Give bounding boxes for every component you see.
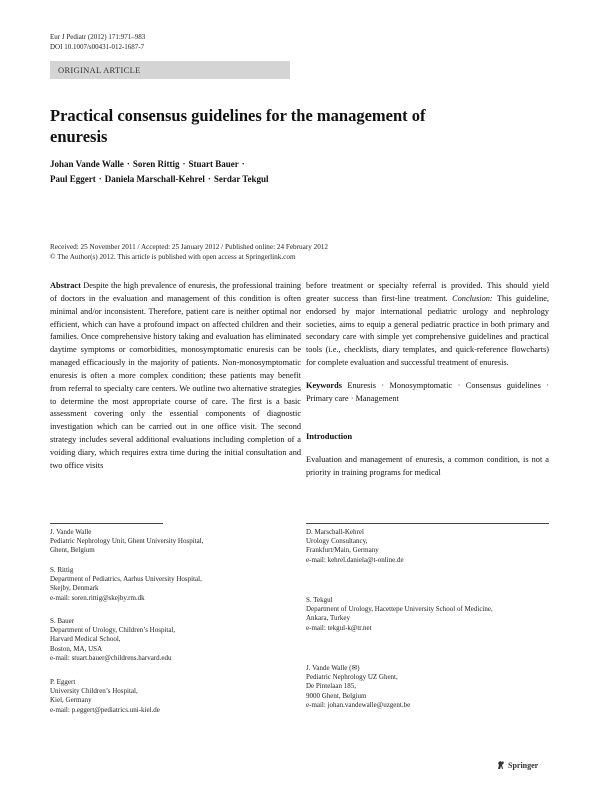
introduction-heading: Introduction <box>306 430 353 441</box>
abstract-text-continued: before treatment or specialty referral is provided. This should yield greater success than first-line treatment. <box>306 281 549 303</box>
affiliation-line: Department of Urology, Children’s Hospital, <box>50 626 176 635</box>
affiliation-email: e-mail: soren.rittig@skejby.rm.dk <box>50 593 145 602</box>
affiliation-line: D. Marschall-Kehrel <box>306 528 364 536</box>
affiliation-line: 9000 Ghent, Belgium <box>306 691 367 700</box>
author: Serdar Tekgul <box>213 174 269 184</box>
affiliation-line: Skejby, Denmark <box>50 584 99 593</box>
affiliation-email: e-mail: p.eggert@pediatrics.uni-kiel.de <box>50 705 160 714</box>
author: Johan Vande Walle <box>50 159 124 169</box>
conclusion-text: This guideline, endorsed by major international pediatric urology and nephrology societies, aims to equip a general pediatric practice in both primary and secondary care with simple yet comprehensive guidelines and practical tools (i.e., checklists, diary templates, and quick-reference flowcharts) for complete evaluation and successful treatment of enuresis. <box>306 293 550 368</box>
author: Soren Rittig <box>132 159 180 169</box>
article-title: Practical consensus guidelines for the management of enuresis <box>50 106 426 146</box>
affiliation-line: Ghent, Belgium <box>50 546 95 555</box>
corresponding-author-block <box>306 664 410 710</box>
affiliation-block <box>50 528 203 556</box>
affiliation-email: e-mail: tekgul-k@tr.net <box>306 623 372 632</box>
affiliation-line: University Children’s Hospital, <box>50 687 138 696</box>
author: Paul Eggert <box>50 174 96 184</box>
affiliation-line: Urology Consultancy, <box>306 537 368 546</box>
publisher-name: Springer <box>508 761 539 770</box>
journal-citation: Eur J Pediatr (2012) 171:971–983 <box>50 33 146 41</box>
affiliation-email: e-mail: johan.vandewalle@uzgent.be <box>306 700 411 709</box>
affiliation-line: Pediatric Nephrology UZ Ghent, <box>306 673 398 682</box>
author-line: Paul Eggert · Daniela Marschall-Kehrel · Serdar Tekgul <box>50 174 269 184</box>
abstract-right-column <box>306 280 549 480</box>
affiliation-block <box>306 528 404 565</box>
keywords <box>306 380 549 406</box>
conclusion-label: Conclusion: <box>452 293 493 303</box>
abstract-left-column <box>50 280 301 503</box>
dates-line: Received: 25 November 2011 / Accepted: 25 January 2012 / Published online: 24 February 2012 <box>50 243 328 251</box>
affiliation-block <box>306 596 493 633</box>
publication-dates <box>50 242 550 262</box>
affiliation-line: Pediatric Nephrology Unit, Ghent University Hospital, <box>50 537 204 546</box>
author-line: Johan Vande Walle · Soren Rittig · Stuart Bauer · <box>50 159 245 169</box>
affiliation-line: J. Vande Walle (✉) <box>306 664 360 672</box>
affiliation-line: Department of Urology, Hacettepe University School of Medicine, <box>306 605 493 614</box>
affiliation-line: S. Tekgul <box>306 596 333 604</box>
affiliation-line: Boston, MA, USA <box>50 644 103 653</box>
springer-horse-icon <box>496 760 506 770</box>
affiliation-email: e-mail: kehrel.daniela@t-online.de <box>306 555 404 564</box>
section-label: ORIGINAL ARTICLE <box>58 65 141 75</box>
section-band <box>50 61 290 79</box>
affiliation-line: Ankara, Turkey <box>306 614 350 623</box>
author: Stuart Bauer <box>188 159 239 169</box>
keywords-label: Keywords <box>306 380 342 390</box>
abstract-label: Abstract <box>50 281 81 290</box>
affiliation-block <box>50 566 202 603</box>
affiliation-block <box>50 678 160 715</box>
affiliation-line: Frankfurt/Main, Germany <box>306 546 379 555</box>
introduction-text: Evaluation and management of enuresis, a common condition, is not a priority in training programs for medical <box>306 455 549 478</box>
keywords-text: Enuresis · Monosymptomatic · Consensus guidelines · Primary care · Management <box>306 380 550 403</box>
abstract-text: Despite the high prevalence of enuresis, the professional training of doctors in the evaluation and management of this condition is often minimal and/or inconsistent. Therefore, patient care is neither optimal nor efficient, which can have a profound impact on affected children and their families. Once comprehensive history taking and evaluation has eliminated daytime symptoms or comorbidities, monosymptomatic enuresis can be managed efficaciously in the majority of patients. Non-monosymptomatic enuresis is often a more complex condition; these patients may benefit from referral to specialty care centers. We outline two alternative strategies to determine the most appropriate course of care. The first is a basic assessment covering only the essential components of diagnostic investigation which can be carried out in one office visit. The second strategy includes several additional evaluations including completion of a voiding diary, which requires extra time during the initial consultation and two office visits <box>50 281 301 470</box>
affiliation-line: S. Rittig <box>50 566 74 574</box>
publisher-logo <box>496 760 538 770</box>
affiliation-line: P. Eggert <box>50 678 76 686</box>
affiliation-email: e-mail: stuart.bauer@childrens.harvard.edu <box>50 653 172 662</box>
footnote-rule <box>306 523 549 524</box>
affiliation-line: J. Vande Walle <box>50 528 92 536</box>
license-line: © The Author(s) 2012. This article is published with open access at Springerlink.com <box>50 253 296 261</box>
affiliation-line: Harvard Medical School, <box>50 635 121 644</box>
affiliation-line: Kiel, Germany <box>50 696 92 705</box>
affiliation-line: Department of Pediatrics, Aarhus University Hospital, <box>50 575 202 584</box>
footnote-rule <box>50 523 163 524</box>
author: Daniela Marschall-Kehrel <box>104 174 205 184</box>
doi: DOI 10.1007/s00431-012-1687-7 <box>50 43 145 51</box>
author-list <box>50 157 470 187</box>
affiliation-line: De Pintelaan 185, <box>306 682 356 691</box>
affiliation-line: S. Bauer <box>50 617 75 625</box>
affiliation-block <box>50 617 175 663</box>
